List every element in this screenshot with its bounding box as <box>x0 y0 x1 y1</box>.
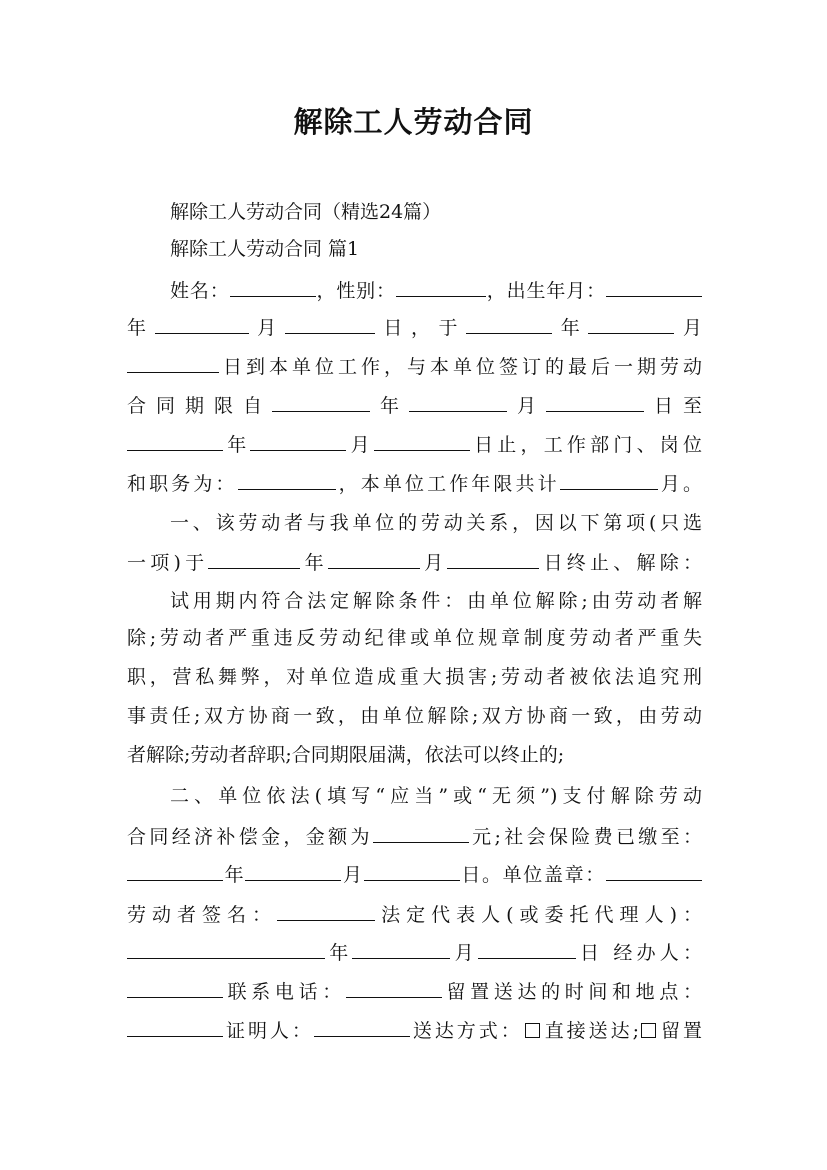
gender-blank <box>396 272 486 297</box>
text-line: 一、该劳动者与我单位的劳动关系，因以下第项(只选 <box>170 512 702 534</box>
phone-blank <box>346 973 442 998</box>
text-line: 者解除;劳动者辞职;合同期限届满，依法可以终止的; <box>127 744 565 766</box>
text-line: 一项)于 年 月 日终止、解除： <box>127 544 702 576</box>
blank-line <box>127 1012 223 1037</box>
text-line: 事责任;双方协商一致，由单位解除;双方协商一致，由劳动 <box>127 705 702 727</box>
witness-blank <box>314 1012 410 1037</box>
blank-line <box>466 309 552 334</box>
blank-line <box>447 544 539 569</box>
blank-line <box>127 934 325 959</box>
section-heading: 解除工人劳动合同 篇1 <box>170 238 360 260</box>
text-line: 姓名： ，性别： ，出生年月： <box>170 272 702 304</box>
blank-line <box>409 387 507 412</box>
blank-line <box>127 856 223 881</box>
blank-line <box>245 856 341 881</box>
document-subtitle: 解除工人劳动合同（精选24篇） <box>170 201 442 223</box>
text-line: 除;劳动者严重违反劳动纪律或单位规章制度劳动者严重失 <box>127 627 702 649</box>
text-line: 年 月 日 经办人： <box>127 934 702 966</box>
blank-line <box>478 934 576 959</box>
blank-line <box>127 973 223 998</box>
text-line: 年 月 日，于 年 月 <box>127 309 702 341</box>
blank-line <box>127 348 219 373</box>
blank-line <box>560 465 658 490</box>
blank-line <box>352 934 450 959</box>
text-line: 二、单位依法(填写“应当”或“无须”)支付解除劳动 <box>170 785 702 807</box>
text-line: 联系电话： 留置送达的时间和地点： <box>127 973 702 1005</box>
blank-line <box>272 387 370 412</box>
blank-line <box>328 544 420 569</box>
blank-line <box>250 426 346 451</box>
text-line: 劳动者签名： 法定代表人(或委托代理人)： <box>127 896 702 928</box>
checkbox[interactable] <box>641 1023 656 1038</box>
checkbox[interactable] <box>525 1023 540 1038</box>
text-line: 和职务为： ，本单位工作年限共计 月。 <box>127 465 702 497</box>
seal-blank <box>606 856 702 881</box>
text-line: 日到本单位工作，与本单位签订的最后一期劳动 <box>127 348 702 380</box>
name-blank <box>230 272 316 297</box>
blank-line <box>155 309 249 334</box>
blank-line <box>238 465 336 490</box>
text-line: 年 月 日止，工作部门、岗位 <box>127 426 702 458</box>
blank-line <box>546 387 644 412</box>
amount-blank <box>373 818 469 843</box>
blank-line <box>127 426 223 451</box>
text-line: 合同经济补偿金，金额为 元;社会保险费已缴至： <box>127 818 702 850</box>
document-title: 解除工人劳动合同 <box>293 105 534 139</box>
birth-blank <box>606 272 702 297</box>
text-line: 年 月 日。单位盖章： <box>127 856 702 888</box>
text-line: 试用期内符合法定解除条件：由单位解除;由劳动者解 <box>170 590 702 612</box>
signature-blank <box>277 896 375 921</box>
blank-line <box>588 309 674 334</box>
text-line: 合同期限自 年 月 日至 <box>127 387 702 419</box>
text-line: 职，营私舞弊，对单位造成重大损害;劳动者被依法追究刑 <box>127 666 702 688</box>
blank-line <box>208 544 300 569</box>
blank-line <box>285 309 375 334</box>
text-line: 证明人： 送达方式： 直接送达; 留置 <box>127 1012 702 1044</box>
blank-line <box>374 426 470 451</box>
blank-line <box>364 856 460 881</box>
